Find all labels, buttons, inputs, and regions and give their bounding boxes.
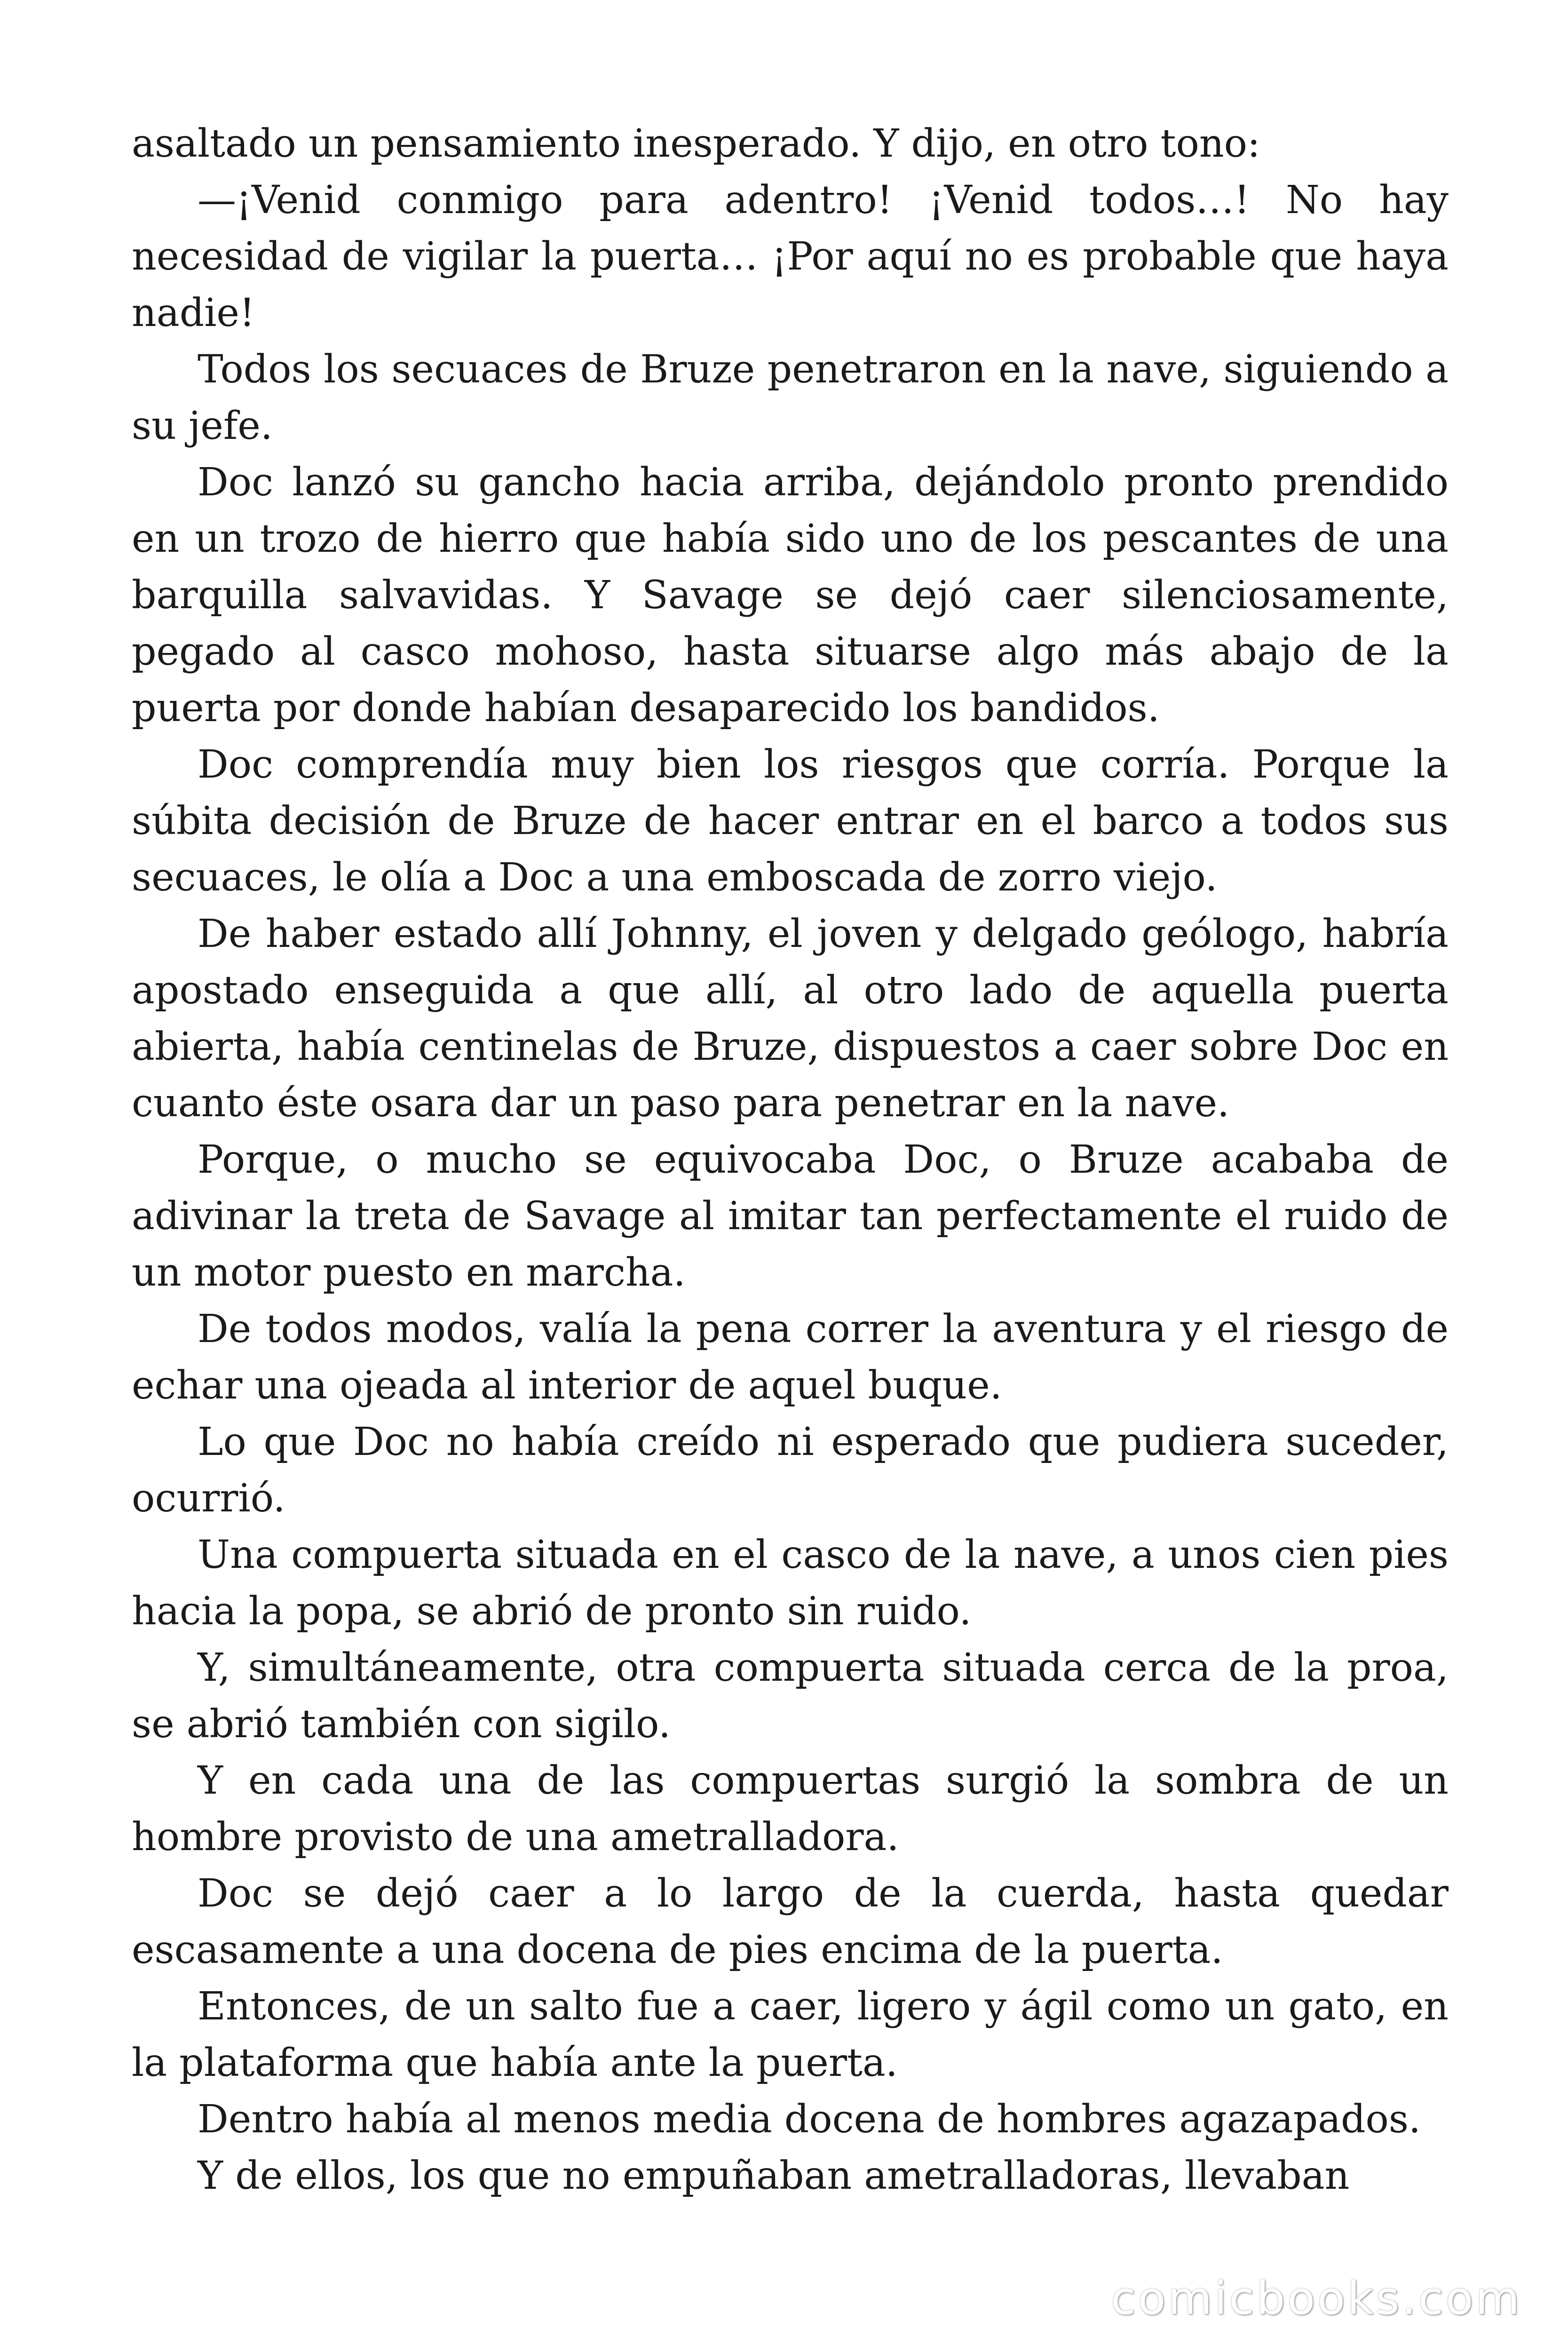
watermark: comicbooks.com (1110, 2272, 1522, 2325)
paragraph: asaltado un pensamiento inesperado. Y dijo, en otro tono: (132, 121, 1260, 166)
paragraph: Y, simultáneamente, otra compuerta situada cerca de la proa, se abrió también con sigilo. (132, 1645, 1449, 1747)
paragraph: —¡Venid conmigo para adentro! ¡Venid todos…! No hay necesidad de vigilar la puerta… ¡Por aquí no es probable que haya nadie! (132, 178, 1449, 335)
paragraph: Y de ellos, los que no empuñaban ametralladoras, llevaban (198, 2153, 1350, 2198)
paragraph: Dentro había al menos media docena de hombres agazapados. (198, 2097, 1421, 2142)
paragraph: Doc comprendía muy bien los riesgos que corría. Porque la súbita decisión de Bruze de hacer entrar en el barco a todos sus secuaces, le olía a Doc a una emboscada de zorro viejo. (132, 742, 1449, 900)
paragraph: Y en cada una de las compuertas surgió la sombra de un hombre provisto de una ametralladora. (132, 1758, 1449, 1859)
paragraph: De todos modos, valía la pena correr la aventura y el riesgo de echar una ojeada al interior de aquel buque. (132, 1307, 1449, 1408)
paragraph: Doc se dejó caer a lo largo de la cuerda, hasta quedar escasamente a una docena de pies encima de la puerta. (132, 1871, 1449, 1972)
paragraph: Una compuerta situada en el casco de la nave, a unos cien pies hacia la popa, se abrió de pronto sin ruido. (132, 1533, 1449, 1634)
paragraph: Entonces, de un salto fue a caer, ligero y ágil como un gato, en la plataforma que había ante la puerta. (132, 1984, 1449, 2085)
paragraph: Doc lanzó su gancho hacia arriba, dejándolo pronto prendido en un trozo de hierro que había sido uno de los pescantes de una barquilla salvavidas. Y Savage se dejó caer silenciosamente, pegado al casco mohoso, hasta situarse algo más abajo de la puerta por donde habían desaparecido los bandidos. (132, 460, 1449, 731)
paragraph: Porque, o mucho se equivocaba Doc, o Bruze acababa de adivinar la treta de Savage al imitar tan perfectamente el ruido de un motor puesto en marcha. (132, 1137, 1449, 1295)
paragraph: De haber estado allí Johnny, el joven y delgado geólogo, habría apostado enseguida a que allí, al otro lado de aquella puerta abierta, había centinelas de Bruze, dispuestos a caer sobre Doc en cuanto éste osara dar un paso para penetrar en la nave. (132, 912, 1449, 1126)
page-text (132, 116, 1449, 2204)
paragraph: Todos los secuaces de Bruze penetraron en la nave, siguiendo a su jefe. (132, 347, 1449, 448)
paragraph: Lo que Doc no había creído ni esperado que pudiera suceder, ocurrió. (132, 1420, 1449, 1521)
